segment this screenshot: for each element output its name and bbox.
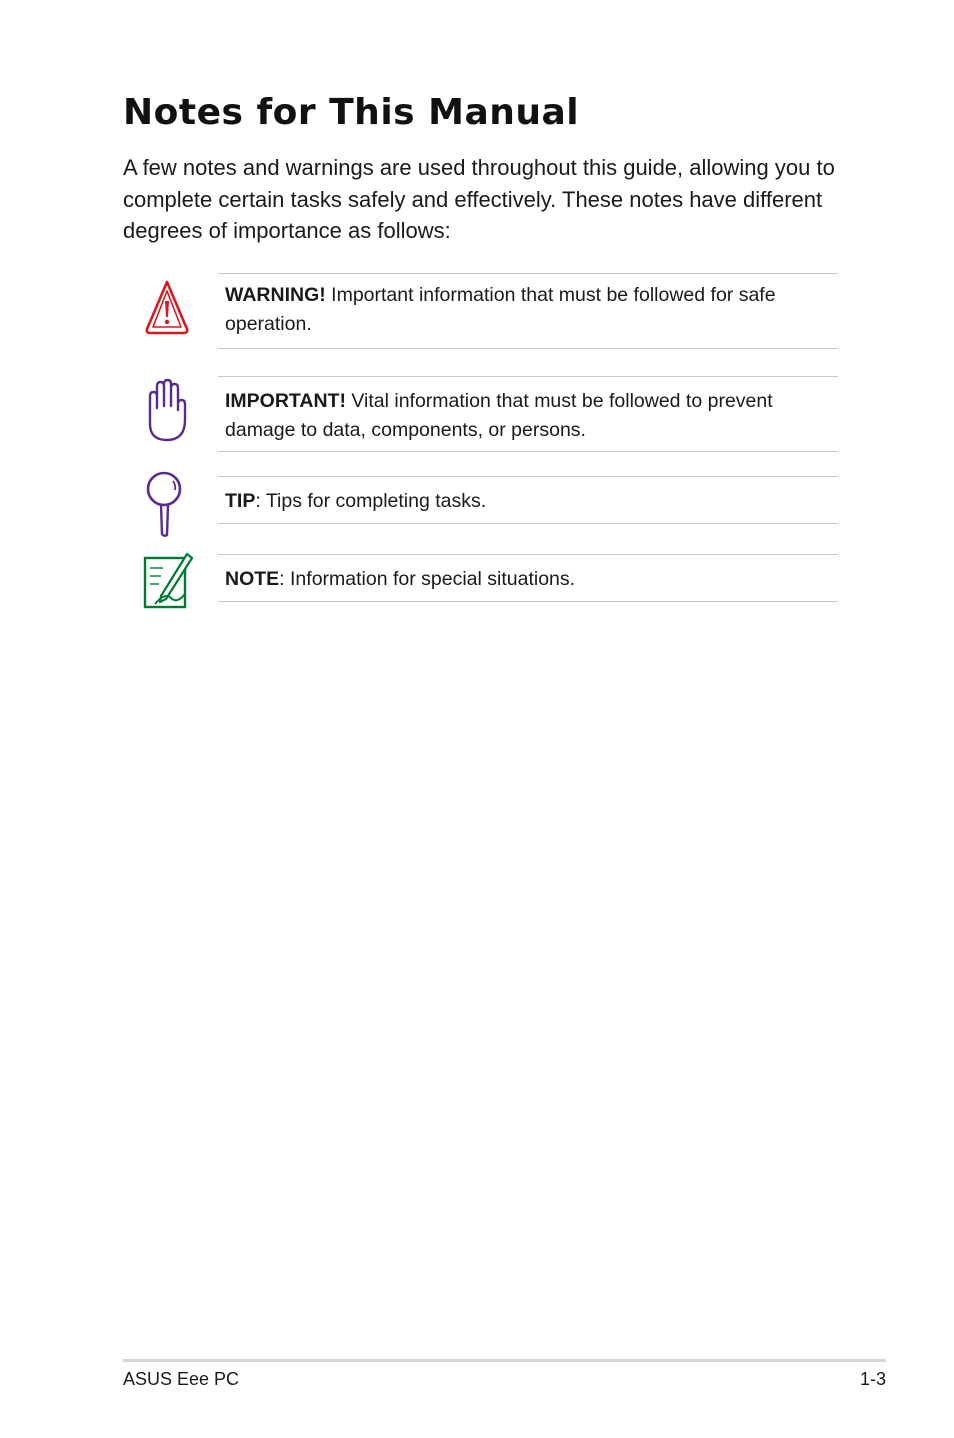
note-tip <box>218 476 838 524</box>
footer-product-name: ASUS Eee PC <box>123 1369 240 1389</box>
page-title: Notes for This Manual <box>123 92 580 133</box>
note-note <box>218 554 838 602</box>
intro-paragraph: A few notes and warnings are used throughout this guide, allowing you to complete certain tasks safely and effectively. These notes have different degrees of importance as follows: <box>123 155 835 243</box>
note-important-text: Vital information that must be followed to prevent damage to data, components, or persons. <box>225 390 773 441</box>
footer-page-number: 1-3 <box>859 1369 886 1389</box>
magnifier-icon <box>143 470 185 540</box>
note-warning-label: WARNING! <box>225 284 326 306</box>
note-pencil-icon <box>141 550 195 610</box>
note-warning <box>218 273 838 349</box>
note-note-label: NOTE <box>225 568 280 590</box>
warning-icon <box>140 279 194 337</box>
hand-icon <box>140 378 190 444</box>
note-important-label: IMPORTANT! <box>225 390 346 412</box>
note-important <box>218 376 838 452</box>
footer-divider <box>123 1359 886 1362</box>
note-tip-text: : Tips for completing tasks. <box>255 490 487 512</box>
note-warning-text: Important information that must be followed for safe operation. <box>225 284 776 335</box>
note-note-text: : Information for special situations. <box>279 568 576 590</box>
note-tip-label: TIP <box>225 490 256 512</box>
